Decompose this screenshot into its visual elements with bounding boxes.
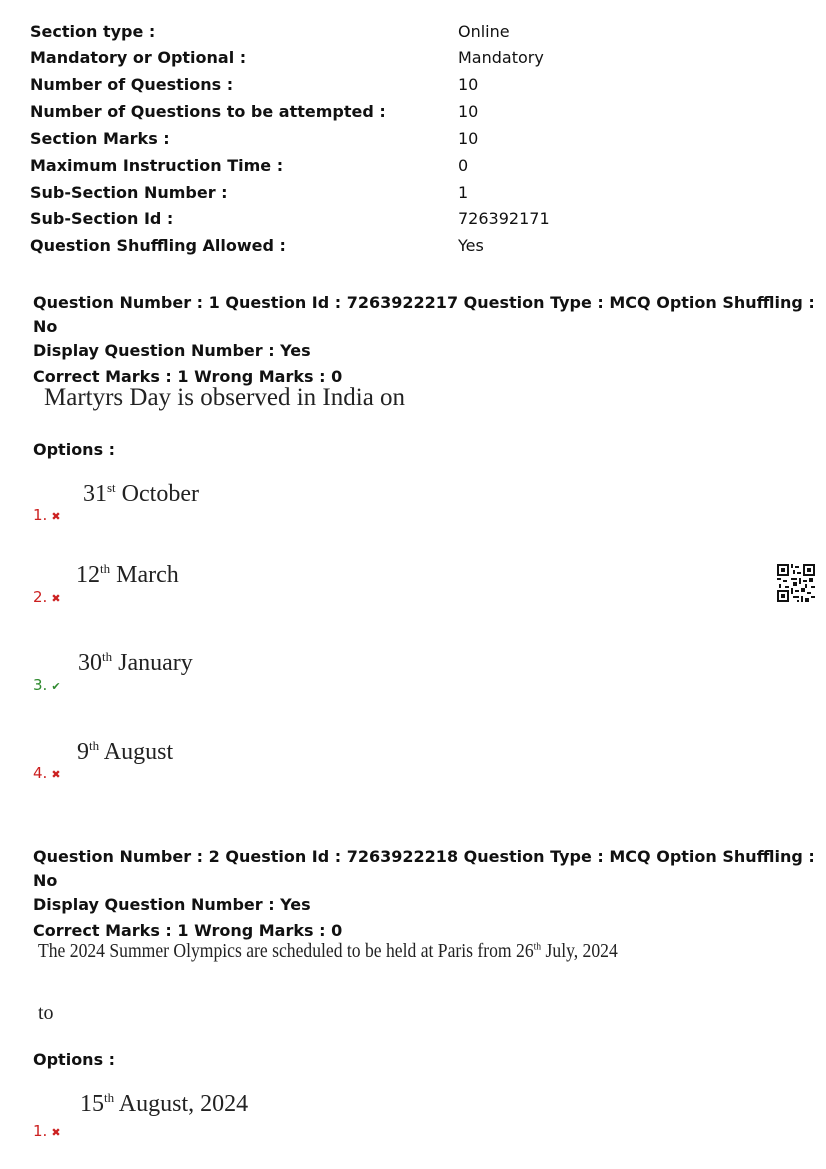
options-label: Options : bbox=[33, 440, 116, 459]
question-header bbox=[33, 291, 826, 389]
section-label: Question Shuffling Allowed : bbox=[30, 236, 286, 255]
section-label: Section type : bbox=[30, 22, 156, 41]
section-label: Sub-Section Number : bbox=[30, 183, 228, 202]
option-text-main: 9 bbox=[77, 739, 89, 765]
option-text-sup: th bbox=[100, 561, 111, 576]
section-value: Online bbox=[458, 22, 510, 41]
question-display-line: Display Question Number : Yes bbox=[33, 341, 311, 360]
section-row bbox=[30, 48, 730, 74]
cross-icon: ✖ bbox=[51, 768, 61, 781]
question-header-line: Question Number : 1 Question Id : 7263922217 Question Type : MCQ Option Shuffling : No bbox=[33, 293, 815, 336]
option-number-label: 1. bbox=[33, 1122, 48, 1140]
option-text-main: 31 bbox=[83, 481, 107, 507]
option-text-sup: th bbox=[102, 649, 113, 664]
option-text-sup: st bbox=[107, 480, 116, 495]
check-icon: ✔ bbox=[51, 680, 61, 693]
option-text-tail: August bbox=[99, 739, 174, 765]
section-value: 10 bbox=[458, 102, 479, 121]
option-text-tail: October bbox=[115, 481, 199, 507]
option-number bbox=[33, 676, 61, 694]
option-text bbox=[80, 1090, 248, 1118]
qr-code-icon bbox=[777, 564, 815, 602]
option-text bbox=[78, 649, 193, 677]
section-row bbox=[30, 209, 730, 235]
options-label: Options : bbox=[33, 1050, 116, 1069]
option-text bbox=[77, 738, 173, 766]
option-text-tail: March bbox=[110, 562, 179, 588]
option-number-label: 3. bbox=[33, 676, 48, 694]
question-text-tail: July, 2024 bbox=[541, 940, 618, 962]
section-label: Section Marks : bbox=[30, 129, 170, 148]
section-label: Mandatory or Optional : bbox=[30, 48, 247, 67]
option-number-label: 4. bbox=[33, 764, 48, 782]
question-header bbox=[33, 845, 826, 943]
question-marks-line: Correct Marks : 1 Wrong Marks : 0 bbox=[33, 367, 343, 386]
section-row bbox=[30, 156, 730, 182]
question-text-continued: to bbox=[38, 1002, 54, 1024]
section-label: Number of Questions to be attempted : bbox=[30, 102, 386, 121]
question-text: Martyrs Day is observed in India on bbox=[44, 384, 406, 411]
question-text bbox=[38, 940, 618, 963]
option-text-sup: th bbox=[89, 738, 100, 753]
option-text-tail: August, 2024 bbox=[114, 1091, 249, 1117]
option-text-main: 12 bbox=[76, 562, 100, 588]
option-number bbox=[33, 764, 61, 782]
section-value: 0 bbox=[458, 156, 469, 175]
section-row bbox=[30, 75, 730, 101]
option-text bbox=[83, 480, 199, 508]
option-text bbox=[76, 561, 179, 589]
section-label: Sub-Section Id : bbox=[30, 209, 174, 228]
option-number-label: 2. bbox=[33, 588, 48, 606]
cross-icon: ✖ bbox=[51, 592, 61, 605]
option-text-tail: January bbox=[112, 650, 193, 676]
cross-icon: ✖ bbox=[51, 510, 61, 523]
question-display-line: Display Question Number : Yes bbox=[33, 895, 311, 914]
section-value: 10 bbox=[458, 129, 479, 148]
section-value: 726392171 bbox=[458, 209, 550, 228]
section-value: 1 bbox=[458, 183, 469, 202]
question-marks-line: Correct Marks : 1 Wrong Marks : 0 bbox=[33, 921, 343, 940]
option-number-label: 1. bbox=[33, 506, 48, 524]
section-value: Mandatory bbox=[458, 48, 544, 67]
option-number bbox=[33, 1122, 61, 1140]
cross-icon: ✖ bbox=[51, 1126, 61, 1139]
section-row bbox=[30, 236, 730, 262]
section-value: Yes bbox=[458, 236, 484, 255]
section-row bbox=[30, 129, 730, 155]
option-number bbox=[33, 506, 61, 524]
option-text-main: 15 bbox=[80, 1091, 104, 1117]
section-row bbox=[30, 102, 730, 128]
section-row bbox=[30, 22, 730, 48]
question-text-main: The 2024 Summer Olympics are scheduled to be held at Paris from 26 bbox=[38, 940, 534, 962]
section-row bbox=[30, 183, 730, 209]
option-number bbox=[33, 588, 61, 606]
section-label: Maximum Instruction Time : bbox=[30, 156, 284, 175]
question-text-sup: th bbox=[533, 940, 542, 953]
section-label: Number of Questions : bbox=[30, 75, 234, 94]
section-value: 10 bbox=[458, 75, 479, 94]
option-text-sup: th bbox=[104, 1090, 115, 1105]
option-text-main: 30 bbox=[78, 650, 102, 676]
question-header-line: Question Number : 2 Question Id : 7263922218 Question Type : MCQ Option Shuffling : No bbox=[33, 847, 815, 890]
